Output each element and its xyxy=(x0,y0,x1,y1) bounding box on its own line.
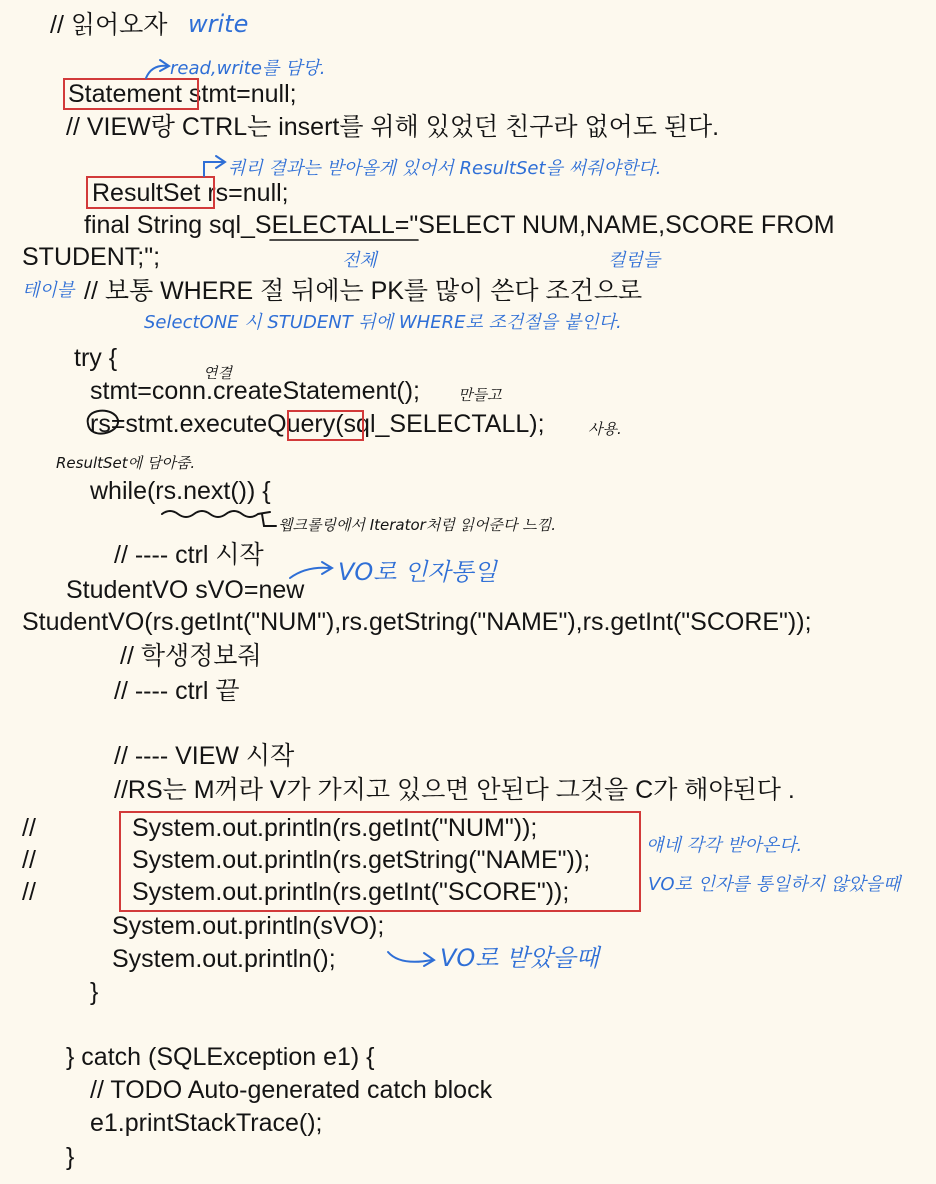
note-read-write: read,write를 담당. xyxy=(170,58,326,79)
note-use: 사용. xyxy=(588,420,622,438)
code-line-24: } xyxy=(90,978,99,1006)
arrow-read-write xyxy=(146,66,168,78)
note-write: write xyxy=(188,10,249,38)
code-line-22: System.out.println(sVO); xyxy=(112,912,385,940)
code-line-10: rs=stmt.executeQuery(sql_SELECTALL); xyxy=(90,410,545,438)
note-vo-arg: VO로 인자통일 xyxy=(338,558,497,586)
code-line-13: StudentVO sVO=new xyxy=(66,576,305,604)
code-line-26: // TODO Auto-generated catch block xyxy=(90,1076,493,1104)
code-line-19: System.out.println(rs.getInt("NUM")); xyxy=(132,814,538,842)
note-columns: 컬럼들 xyxy=(608,250,661,271)
code-line-15: // 학생정보줘 xyxy=(120,642,262,670)
code-line-7: // 보통 WHERE 절 뒤에는 PK를 많이 쓴다 조건으로 xyxy=(84,277,643,305)
comment-slash-2: // xyxy=(22,846,36,874)
note-vo-received: VO로 받았을때 xyxy=(440,944,599,972)
arrow-query-result-head xyxy=(216,156,225,168)
code-line-8: try { xyxy=(74,344,118,372)
code-line-20: System.out.println(rs.getString("NAME")); xyxy=(132,846,591,874)
statement-highlight-box xyxy=(63,78,199,110)
arrow-vo-arg-head xyxy=(322,562,332,574)
resultset-highlight-box xyxy=(86,176,215,209)
code-line-12: // ---- ctrl 시작 xyxy=(114,541,264,569)
squiggle-while xyxy=(162,511,270,517)
note-iterator: 웹크롤링에서 Iterator처럼 읽어준다 느낌. xyxy=(278,516,557,534)
code-line-6: STUDENT;"; xyxy=(22,243,161,271)
comment-slash-3: // xyxy=(22,878,36,906)
note-table: 테이블 xyxy=(22,280,75,301)
arrow-read-write-head xyxy=(160,60,169,71)
println-block-highlight-box xyxy=(119,811,641,912)
code-line-4: ResultSet rs=null; xyxy=(92,179,289,207)
note-select-one: SelectONE 시 STUDENT 뒤에 WHERE로 조건절을 붙인다. xyxy=(144,312,622,333)
code-line-16: // ---- ctrl 끝 xyxy=(114,677,240,705)
note-no-vo: VO로 인자를 통일하지 않았을때 xyxy=(648,874,901,895)
code-line-27: e1.printStackTrace(); xyxy=(90,1109,323,1137)
note-each: 얘네 각각 받아온다. xyxy=(646,835,803,856)
code-line-17: // ---- VIEW 시작 xyxy=(114,742,295,770)
query-highlight-box xyxy=(287,410,364,441)
note-resultset-put: ResultSet에 담아줌. xyxy=(56,454,196,472)
code-line-23: System.out.println(); xyxy=(112,945,336,973)
arrow-iterator xyxy=(262,514,276,526)
code-line-9: stmt=conn.createStatement(); xyxy=(90,377,421,405)
comment-slash-1: // xyxy=(22,814,36,842)
code-line-28: } xyxy=(66,1143,75,1171)
note-query-result: 쿼리 결과는 받아올게 있어서 ResultSet을 써줘야한다. xyxy=(228,158,662,179)
note-all: 전체 xyxy=(342,250,377,271)
code-line-3: // VIEW랑 CTRL는 insert를 위해 있었던 친구라 없어도 된다. xyxy=(66,113,720,141)
note-conn: 연결 xyxy=(203,364,232,382)
arrow-vo-received xyxy=(388,952,432,962)
code-line-14: StudentVO(rs.getInt("NUM"),rs.getString("NAME"),rs.getInt("SCORE")); xyxy=(22,608,812,636)
code-line-25: } catch (SQLException e1) { xyxy=(66,1043,375,1071)
arrow-vo-received-head xyxy=(424,953,434,966)
code-line-21: System.out.println(rs.getInt("SCORE")); xyxy=(132,878,570,906)
note-make: 만들고 xyxy=(458,386,502,404)
arrow-query-result xyxy=(204,162,224,176)
code-line-1: // 읽어오자 xyxy=(50,11,168,39)
code-line-11: while(rs.next()) { xyxy=(90,477,271,505)
code-line-5: final String sql_SELECTALL="SELECT NUM,NAME,SCORE FROM xyxy=(84,211,835,239)
code-line-18: //RS는 M꺼라 V가 가지고 있으면 안된다 그것을 C가 해야된다 . xyxy=(114,776,795,804)
code-line-2: Statement stmt=null; xyxy=(68,80,297,108)
